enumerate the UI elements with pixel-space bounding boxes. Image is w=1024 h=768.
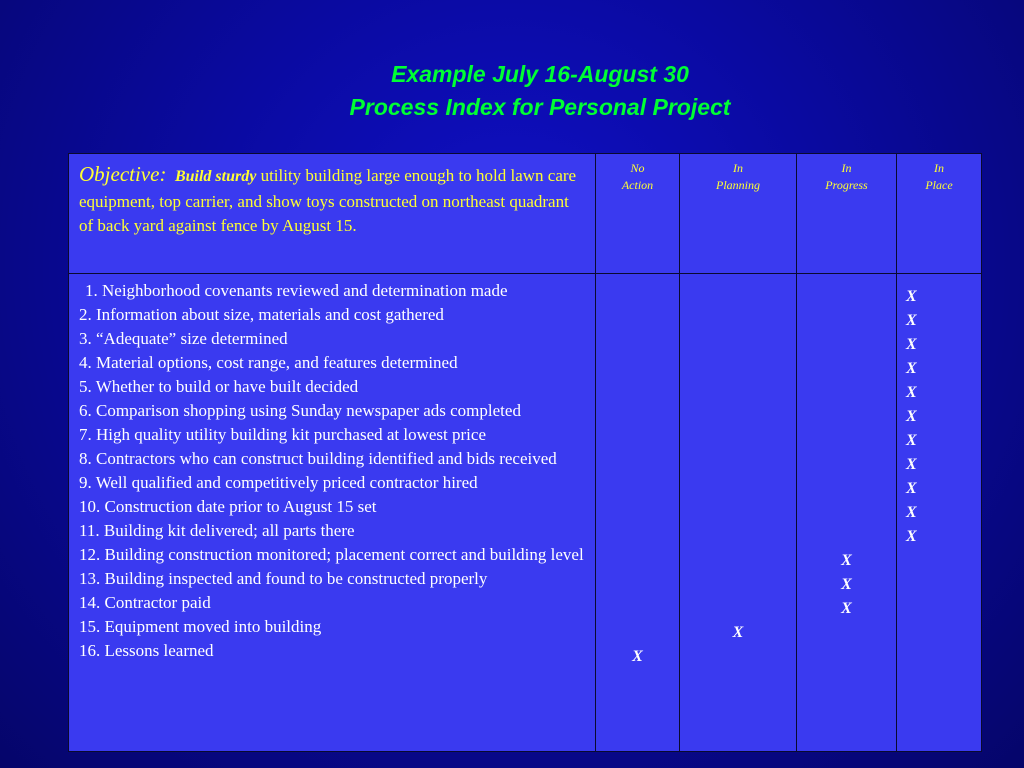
column-header-in-progress xyxy=(797,154,897,274)
items-row xyxy=(69,274,982,752)
process-item: 2. Information about size, materials and cost gathered xyxy=(79,305,444,324)
objective-text: utility building large enough to hold lawn care equipment, top carrier, and show toys constructed on northeast quadrant of back yard against fence by August 15. xyxy=(79,166,577,235)
process-item: 11. Building kit delivered; all parts there xyxy=(79,521,355,540)
process-item: 8. Contractors who can construct building identified and bids received xyxy=(79,449,557,468)
process-item: 6. Comparison shopping using Sunday newspaper ads completed xyxy=(79,401,521,420)
slide-title xyxy=(0,58,1024,124)
status-mark: X xyxy=(906,359,917,377)
status-mark: X xyxy=(732,623,744,641)
process-item: 16. Lessons learned xyxy=(79,641,214,660)
status-mark: X xyxy=(632,647,643,665)
status-mark: X xyxy=(841,599,852,617)
column-header-line: In xyxy=(733,161,743,175)
process-item: 1. Neighborhood covenants reviewed and determination made xyxy=(85,281,508,300)
title-line-1: Example July 16-August 30 xyxy=(391,61,689,87)
status-mark: X xyxy=(841,575,852,593)
column-header-line: Action xyxy=(621,178,654,192)
title-line-2: Process Index for Personal Project xyxy=(349,94,731,120)
process-item: 5. Whether to build or have built decided xyxy=(79,377,359,396)
status-mark: X xyxy=(906,479,917,497)
status-mark: X xyxy=(906,503,917,521)
column-header-line: In xyxy=(841,161,852,175)
items-list xyxy=(69,274,596,752)
status-mark: X xyxy=(906,287,917,305)
status-mark: X xyxy=(906,527,917,545)
process-item: 15. Equipment moved into building xyxy=(79,617,322,636)
status-mark: X xyxy=(906,311,917,329)
column-header-in-planning xyxy=(680,154,797,274)
status-mark: X xyxy=(906,431,917,449)
column-header-no-action xyxy=(596,154,680,274)
column-header-line: In xyxy=(934,161,944,175)
column-header-in-place xyxy=(897,154,982,274)
objective-label: Objective: xyxy=(79,162,167,186)
in-place-column xyxy=(897,274,982,752)
column-header-line: Place xyxy=(925,178,953,192)
process-item: 7. High quality utility building kit purchased at lowest price xyxy=(79,425,486,444)
process-item: 4. Material options, cost range, and features determined xyxy=(79,353,458,372)
column-header-line: Planning xyxy=(716,178,760,192)
status-mark: X xyxy=(841,551,852,569)
in-planning-column xyxy=(680,274,797,752)
objective-cell xyxy=(69,154,596,274)
column-header-line: No xyxy=(630,161,645,175)
header-row xyxy=(69,154,982,274)
process-item: 9. Well qualified and competitively priced contractor hired xyxy=(79,473,478,492)
status-mark: X xyxy=(906,335,917,353)
status-mark: X xyxy=(906,383,917,401)
objective-lead: Build sturdy xyxy=(174,168,257,185)
process-item: 14. Contractor paid xyxy=(79,593,211,612)
process-item: 13. Building inspected and found to be constructed properly xyxy=(79,569,488,588)
no-action-column xyxy=(596,274,680,752)
column-header-line: Progress xyxy=(825,178,868,192)
process-index-table xyxy=(68,153,982,752)
status-mark: X xyxy=(906,407,917,425)
status-mark: X xyxy=(906,455,917,473)
in-progress-column xyxy=(797,274,897,752)
process-item: 10. Construction date prior to August 15 set xyxy=(79,497,377,516)
process-item: 12. Building construction monitored; placement correct and building level xyxy=(79,545,584,564)
process-item: 3. “Adequate” size determined xyxy=(79,329,288,348)
